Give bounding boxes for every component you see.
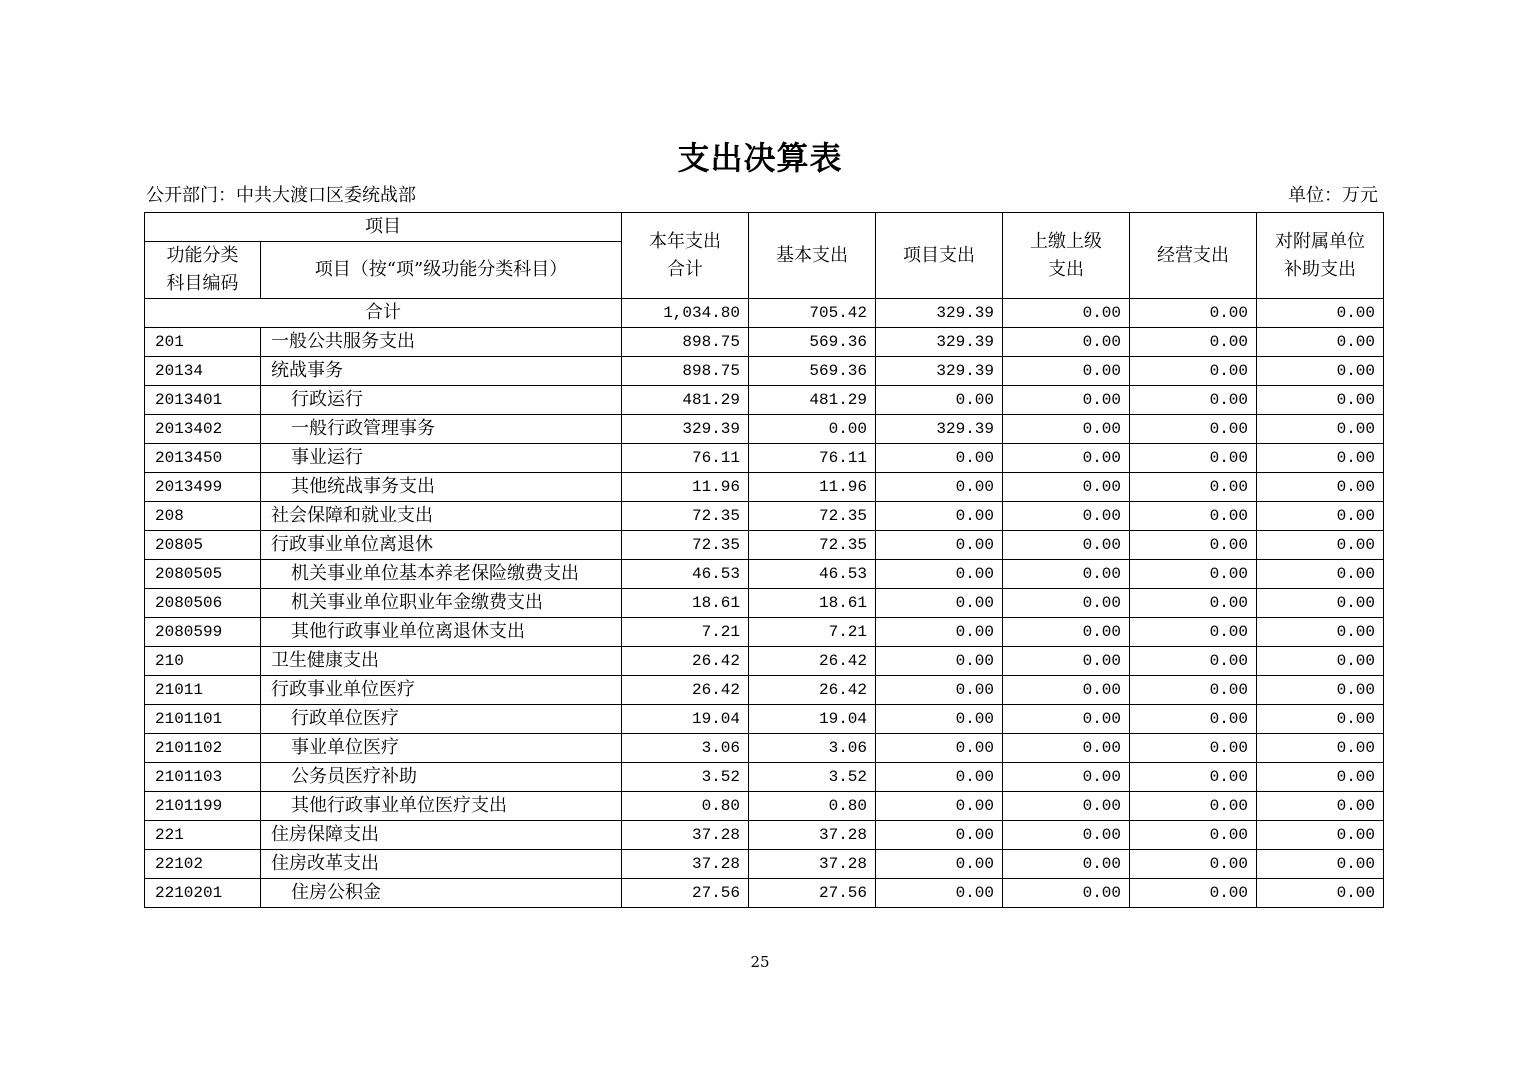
total-expenditure-cell: 898.75 xyxy=(622,328,749,357)
code-cell: 2101101 xyxy=(145,705,261,734)
remit-to-superior-cell: 0.00 xyxy=(1003,415,1130,444)
subsidy-to-affiliates-cell: 0.00 xyxy=(1257,879,1384,908)
table-row xyxy=(145,618,1384,647)
table-row xyxy=(145,647,1384,676)
table-row xyxy=(145,415,1384,444)
project-expenditure-cell: 0.00 xyxy=(876,444,1003,473)
department-label: 公开部门：中共大渡口区委统战部 xyxy=(146,185,416,206)
item-name-cell: 统战事务 xyxy=(261,357,622,386)
subsidy-to-affiliates-cell: 0.00 xyxy=(1257,647,1384,676)
header-line: 对附属单位 xyxy=(1275,230,1365,252)
business-expenditure-cell: 0.00 xyxy=(1130,792,1257,821)
basic-expenditure-cell: 705.42 xyxy=(749,299,876,328)
total-expenditure-cell: 3.52 xyxy=(622,763,749,792)
project-expenditure-cell: 0.00 xyxy=(876,850,1003,879)
header-basic-expenditure xyxy=(749,213,876,299)
total-expenditure-cell: 72.35 xyxy=(622,502,749,531)
page-number: 25 xyxy=(750,953,770,971)
code-cell: 2080505 xyxy=(145,560,261,589)
remit-to-superior-cell: 0.00 xyxy=(1003,473,1130,502)
basic-expenditure-cell: 569.36 xyxy=(749,357,876,386)
business-expenditure-cell: 0.00 xyxy=(1130,444,1257,473)
total-expenditure-cell: 1,034.80 xyxy=(622,299,749,328)
table-row xyxy=(145,473,1384,502)
total-label: 合计 xyxy=(145,299,622,328)
business-expenditure-cell: 0.00 xyxy=(1130,705,1257,734)
item-name-cell: 一般公共服务支出 xyxy=(261,328,622,357)
item-name-cell: 卫生健康支出 xyxy=(261,647,622,676)
project-expenditure-cell: 0.00 xyxy=(876,386,1003,415)
code-cell: 2080506 xyxy=(145,589,261,618)
header-line: 项目支出 xyxy=(903,244,975,266)
code-cell: 210 xyxy=(145,647,261,676)
project-expenditure-cell: 0.00 xyxy=(876,560,1003,589)
expenditure-table xyxy=(144,212,1384,908)
item-name-cell: 其他统战事务支出 xyxy=(261,473,622,502)
header-line: 功能分类 xyxy=(166,245,239,266)
remit-to-superior-cell: 0.00 xyxy=(1003,647,1130,676)
subsidy-to-affiliates-cell: 0.00 xyxy=(1257,415,1384,444)
subsidy-to-affiliates-cell: 0.00 xyxy=(1257,473,1384,502)
business-expenditure-cell: 0.00 xyxy=(1130,618,1257,647)
item-name-cell: 住房改革支出 xyxy=(261,850,622,879)
table-row xyxy=(145,850,1384,879)
project-expenditure-cell: 0.00 xyxy=(876,589,1003,618)
basic-expenditure-cell: 37.28 xyxy=(749,821,876,850)
remit-to-superior-cell: 0.00 xyxy=(1003,531,1130,560)
business-expenditure-cell: 0.00 xyxy=(1130,328,1257,357)
code-cell: 2101199 xyxy=(145,792,261,821)
total-expenditure-cell: 11.96 xyxy=(622,473,749,502)
remit-to-superior-cell: 0.00 xyxy=(1003,589,1130,618)
business-expenditure-cell: 0.00 xyxy=(1130,473,1257,502)
business-expenditure-cell: 0.00 xyxy=(1130,386,1257,415)
item-name-cell: 住房公积金 xyxy=(261,879,622,908)
remit-to-superior-cell: 0.00 xyxy=(1003,328,1130,357)
table-row xyxy=(145,879,1384,908)
item-name-cell: 行政运行 xyxy=(261,386,622,415)
code-cell: 22102 xyxy=(145,850,261,879)
basic-expenditure-cell: 569.36 xyxy=(749,328,876,357)
code-cell: 2013402 xyxy=(145,415,261,444)
basic-expenditure-cell: 0.80 xyxy=(749,792,876,821)
remit-to-superior-cell: 0.00 xyxy=(1003,792,1130,821)
remit-to-superior-cell: 0.00 xyxy=(1003,299,1130,328)
total-expenditure-cell: 18.61 xyxy=(622,589,749,618)
subsidy-to-affiliates-cell: 0.00 xyxy=(1257,792,1384,821)
business-expenditure-cell: 0.00 xyxy=(1130,763,1257,792)
header-line: 经营支出 xyxy=(1157,244,1229,266)
item-name-cell: 事业单位医疗 xyxy=(261,734,622,763)
table-row xyxy=(145,821,1384,850)
header-item-name: 项目（按“项”级功能分类科目） xyxy=(261,242,622,299)
subsidy-to-affiliates-cell: 0.00 xyxy=(1257,560,1384,589)
business-expenditure-cell: 0.00 xyxy=(1130,589,1257,618)
table-row xyxy=(145,676,1384,705)
table-row xyxy=(145,734,1384,763)
remit-to-superior-cell: 0.00 xyxy=(1003,879,1130,908)
header-item-group: 项目 xyxy=(145,213,622,242)
basic-expenditure-cell: 72.35 xyxy=(749,502,876,531)
code-cell: 2013401 xyxy=(145,386,261,415)
project-expenditure-cell: 0.00 xyxy=(876,618,1003,647)
item-name-cell: 机关事业单位职业年金缴费支出 xyxy=(261,589,622,618)
project-expenditure-cell: 0.00 xyxy=(876,531,1003,560)
item-name-cell: 住房保障支出 xyxy=(261,821,622,850)
total-expenditure-cell: 76.11 xyxy=(622,444,749,473)
table-row xyxy=(145,560,1384,589)
project-expenditure-cell: 0.00 xyxy=(876,821,1003,850)
item-name-cell: 行政事业单位医疗 xyxy=(261,676,622,705)
code-cell: 20805 xyxy=(145,531,261,560)
subsidy-to-affiliates-cell: 0.00 xyxy=(1257,502,1384,531)
total-expenditure-cell: 26.42 xyxy=(622,676,749,705)
basic-expenditure-cell: 72.35 xyxy=(749,531,876,560)
item-name-cell: 行政单位医疗 xyxy=(261,705,622,734)
remit-to-superior-cell: 0.00 xyxy=(1003,850,1130,879)
header-line: 补助支出 xyxy=(1284,258,1356,280)
table-row xyxy=(145,531,1384,560)
code-cell: 20134 xyxy=(145,357,261,386)
basic-expenditure-cell: 19.04 xyxy=(749,705,876,734)
item-name-cell: 公务员医疗补助 xyxy=(261,763,622,792)
item-name-cell: 一般行政管理事务 xyxy=(261,415,622,444)
basic-expenditure-cell: 3.06 xyxy=(749,734,876,763)
project-expenditure-cell: 329.39 xyxy=(876,415,1003,444)
table-row xyxy=(145,444,1384,473)
header-line: 上缴上级 xyxy=(1030,230,1102,252)
basic-expenditure-cell: 76.11 xyxy=(749,444,876,473)
table-row xyxy=(145,328,1384,357)
table-row xyxy=(145,589,1384,618)
header-business-expenditure xyxy=(1130,213,1257,299)
total-expenditure-cell: 26.42 xyxy=(622,647,749,676)
header-line: 基本支出 xyxy=(776,244,848,266)
subsidy-to-affiliates-cell: 0.00 xyxy=(1257,589,1384,618)
total-expenditure-cell: 7.21 xyxy=(622,618,749,647)
remit-to-superior-cell: 0.00 xyxy=(1003,357,1130,386)
code-cell: 201 xyxy=(145,328,261,357)
total-expenditure-cell: 898.75 xyxy=(622,357,749,386)
header-line: 支出 xyxy=(1048,258,1084,280)
total-expenditure-cell: 3.06 xyxy=(622,734,749,763)
table-row xyxy=(145,763,1384,792)
item-name-cell: 其他行政事业单位医疗支出 xyxy=(261,792,622,821)
item-name-cell: 社会保障和就业支出 xyxy=(261,502,622,531)
subsidy-to-affiliates-cell: 0.00 xyxy=(1257,676,1384,705)
basic-expenditure-cell: 0.00 xyxy=(749,415,876,444)
item-name-cell: 事业运行 xyxy=(261,444,622,473)
total-expenditure-cell: 19.04 xyxy=(622,705,749,734)
business-expenditure-cell: 0.00 xyxy=(1130,821,1257,850)
total-expenditure-cell: 72.35 xyxy=(622,531,749,560)
total-expenditure-cell: 46.53 xyxy=(622,560,749,589)
business-expenditure-cell: 0.00 xyxy=(1130,502,1257,531)
business-expenditure-cell: 0.00 xyxy=(1130,415,1257,444)
header-row xyxy=(145,213,1384,242)
subsidy-to-affiliates-cell: 0.00 xyxy=(1257,734,1384,763)
table-row xyxy=(145,502,1384,531)
header-total-expenditure xyxy=(622,213,749,299)
subsidy-to-affiliates-cell: 0.00 xyxy=(1257,618,1384,647)
item-name-cell: 机关事业单位基本养老保险缴费支出 xyxy=(261,560,622,589)
subsidy-to-affiliates-cell: 0.00 xyxy=(1257,386,1384,415)
item-name-cell: 行政事业单位离退休 xyxy=(261,531,622,560)
project-expenditure-cell: 0.00 xyxy=(876,676,1003,705)
subsidy-to-affiliates-cell: 0.00 xyxy=(1257,821,1384,850)
business-expenditure-cell: 0.00 xyxy=(1130,357,1257,386)
project-expenditure-cell: 0.00 xyxy=(876,792,1003,821)
subsidy-to-affiliates-cell: 0.00 xyxy=(1257,444,1384,473)
table-body xyxy=(145,299,1384,908)
subsidy-to-affiliates-cell: 0.00 xyxy=(1257,357,1384,386)
remit-to-superior-cell: 0.00 xyxy=(1003,676,1130,705)
header-line: 本年支出 xyxy=(649,230,721,252)
code-cell: 2013499 xyxy=(145,473,261,502)
project-expenditure-cell: 329.39 xyxy=(876,357,1003,386)
header-remit-to-superior xyxy=(1003,213,1130,299)
project-expenditure-cell: 0.00 xyxy=(876,879,1003,908)
total-expenditure-cell: 37.28 xyxy=(622,850,749,879)
project-expenditure-cell: 0.00 xyxy=(876,734,1003,763)
basic-expenditure-cell: 481.29 xyxy=(749,386,876,415)
basic-expenditure-cell: 18.61 xyxy=(749,589,876,618)
remit-to-superior-cell: 0.00 xyxy=(1003,444,1130,473)
business-expenditure-cell: 0.00 xyxy=(1130,647,1257,676)
basic-expenditure-cell: 3.52 xyxy=(749,763,876,792)
remit-to-superior-cell: 0.00 xyxy=(1003,821,1130,850)
remit-to-superior-cell: 0.00 xyxy=(1003,618,1130,647)
table-row xyxy=(145,792,1384,821)
remit-to-superior-cell: 0.00 xyxy=(1003,705,1130,734)
project-expenditure-cell: 0.00 xyxy=(876,763,1003,792)
subsidy-to-affiliates-cell: 0.00 xyxy=(1257,531,1384,560)
basic-expenditure-cell: 46.53 xyxy=(749,560,876,589)
subsidy-to-affiliates-cell: 0.00 xyxy=(1257,299,1384,328)
header-line: 合计 xyxy=(667,258,703,280)
page-title: 支出决算表 xyxy=(677,139,843,177)
business-expenditure-cell: 0.00 xyxy=(1130,299,1257,328)
business-expenditure-cell: 0.00 xyxy=(1130,734,1257,763)
business-expenditure-cell: 0.00 xyxy=(1130,850,1257,879)
project-expenditure-cell: 0.00 xyxy=(876,705,1003,734)
table-row xyxy=(145,357,1384,386)
code-cell: 2101103 xyxy=(145,763,261,792)
basic-expenditure-cell: 37.28 xyxy=(749,850,876,879)
table-row xyxy=(145,386,1384,415)
basic-expenditure-cell: 26.42 xyxy=(749,647,876,676)
total-expenditure-cell: 37.28 xyxy=(622,821,749,850)
project-expenditure-cell: 329.39 xyxy=(876,328,1003,357)
code-cell: 21011 xyxy=(145,676,261,705)
item-name-cell: 其他行政事业单位离退休支出 xyxy=(261,618,622,647)
basic-expenditure-cell: 26.42 xyxy=(749,676,876,705)
total-expenditure-cell: 0.80 xyxy=(622,792,749,821)
business-expenditure-cell: 0.00 xyxy=(1130,531,1257,560)
total-row xyxy=(145,299,1384,328)
project-expenditure-cell: 0.00 xyxy=(876,502,1003,531)
business-expenditure-cell: 0.00 xyxy=(1130,560,1257,589)
subsidy-to-affiliates-cell: 0.00 xyxy=(1257,705,1384,734)
remit-to-superior-cell: 0.00 xyxy=(1003,763,1130,792)
header-subsidy-to-affiliates xyxy=(1257,213,1384,299)
subsidy-to-affiliates-cell: 0.00 xyxy=(1257,328,1384,357)
unit-label: 单位：万元 xyxy=(1288,185,1378,206)
header-code xyxy=(145,242,261,299)
basic-expenditure-cell: 7.21 xyxy=(749,618,876,647)
basic-expenditure-cell: 27.56 xyxy=(749,879,876,908)
code-cell: 221 xyxy=(145,821,261,850)
subsidy-to-affiliates-cell: 0.00 xyxy=(1257,850,1384,879)
remit-to-superior-cell: 0.00 xyxy=(1003,560,1130,589)
code-cell: 2013450 xyxy=(145,444,261,473)
code-cell: 2210201 xyxy=(145,879,261,908)
remit-to-superior-cell: 0.00 xyxy=(1003,502,1130,531)
header-project-expenditure xyxy=(876,213,1003,299)
business-expenditure-cell: 0.00 xyxy=(1130,879,1257,908)
code-cell: 2101102 xyxy=(145,734,261,763)
code-cell: 208 xyxy=(145,502,261,531)
business-expenditure-cell: 0.00 xyxy=(1130,676,1257,705)
remit-to-superior-cell: 0.00 xyxy=(1003,386,1130,415)
table-row xyxy=(145,705,1384,734)
code-cell: 2080599 xyxy=(145,618,261,647)
project-expenditure-cell: 0.00 xyxy=(876,647,1003,676)
project-expenditure-cell: 0.00 xyxy=(876,473,1003,502)
remit-to-superior-cell: 0.00 xyxy=(1003,734,1130,763)
total-expenditure-cell: 329.39 xyxy=(622,415,749,444)
subsidy-to-affiliates-cell: 0.00 xyxy=(1257,763,1384,792)
basic-expenditure-cell: 11.96 xyxy=(749,473,876,502)
project-expenditure-cell: 329.39 xyxy=(876,299,1003,328)
total-expenditure-cell: 27.56 xyxy=(622,879,749,908)
total-expenditure-cell: 481.29 xyxy=(622,386,749,415)
header-line: 科目编码 xyxy=(166,273,239,294)
